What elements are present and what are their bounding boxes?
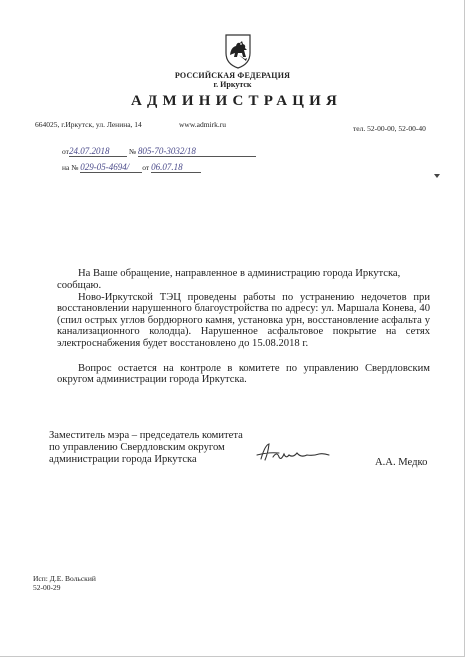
from-prefix: от	[62, 147, 69, 156]
signer-name: А.А. Медко	[375, 457, 428, 468]
incoming-reference	[62, 162, 201, 173]
number-label: №	[128, 147, 136, 156]
paragraph-2: Ново-Иркутской ТЭЦ проведены работы по устранению недочетов при восстановлении нарушенного благоустройства по адресу: ул. Маршала Конева, 40 (спил острых углов бордюрного камня, установка урн, восстановление асфальта у канализационного колодца). Нарушенное асфальтовое покрытие на сетях электроснабжения будет восстановлено до 15.08.2018 г.	[57, 292, 430, 349]
signer-title-line-1: Заместитель мэра – председатель комитета	[49, 430, 243, 441]
incoming-date: 06.07.18	[151, 162, 201, 173]
on-number-prefix: на №	[62, 163, 79, 172]
signer-title-line-2: по управлению Свердловским округом	[49, 442, 225, 453]
city-heading: г. Иркутск	[213, 80, 252, 89]
outgoing-date: 24.07.2018	[69, 146, 127, 157]
paragraph-1-line-1: На Ваше обращение, направленное в администрацию города Иркутска,	[78, 268, 401, 279]
paragraph-3: Вопрос остается на контроле в комитете по управлению Свердловским округом администрации города Иркутска.	[57, 363, 430, 386]
incoming-number: 029-05-4694/	[80, 162, 142, 173]
corner-mark	[434, 174, 440, 178]
signer-title-line-3: администрации города Иркутска	[49, 454, 197, 465]
administration-heading: АДМИНИСТРАЦИЯ	[131, 93, 342, 109]
executor-name: Исп: Д.Е. Вольский	[33, 574, 96, 583]
outgoing-reference	[62, 146, 256, 157]
address-text: 664025, г.Иркутск, ул. Ленина, 14	[35, 120, 142, 129]
on-from-prefix: от	[142, 163, 150, 172]
paragraph-1-line-2: сообщаю.	[57, 280, 102, 291]
executor-phone: 52-00-29	[33, 583, 61, 592]
website-text: www.admirk.ru	[179, 120, 227, 129]
phone-text: тел. 52-00-00, 52-00-40	[353, 124, 426, 133]
federation-heading: РОССИЙСКАЯ ФЕДЕРАЦИЯ	[174, 71, 291, 80]
handwritten-signature	[255, 441, 331, 467]
outgoing-number: 805-70-3032/18	[138, 146, 256, 157]
coat-of-arms-icon	[224, 33, 252, 69]
